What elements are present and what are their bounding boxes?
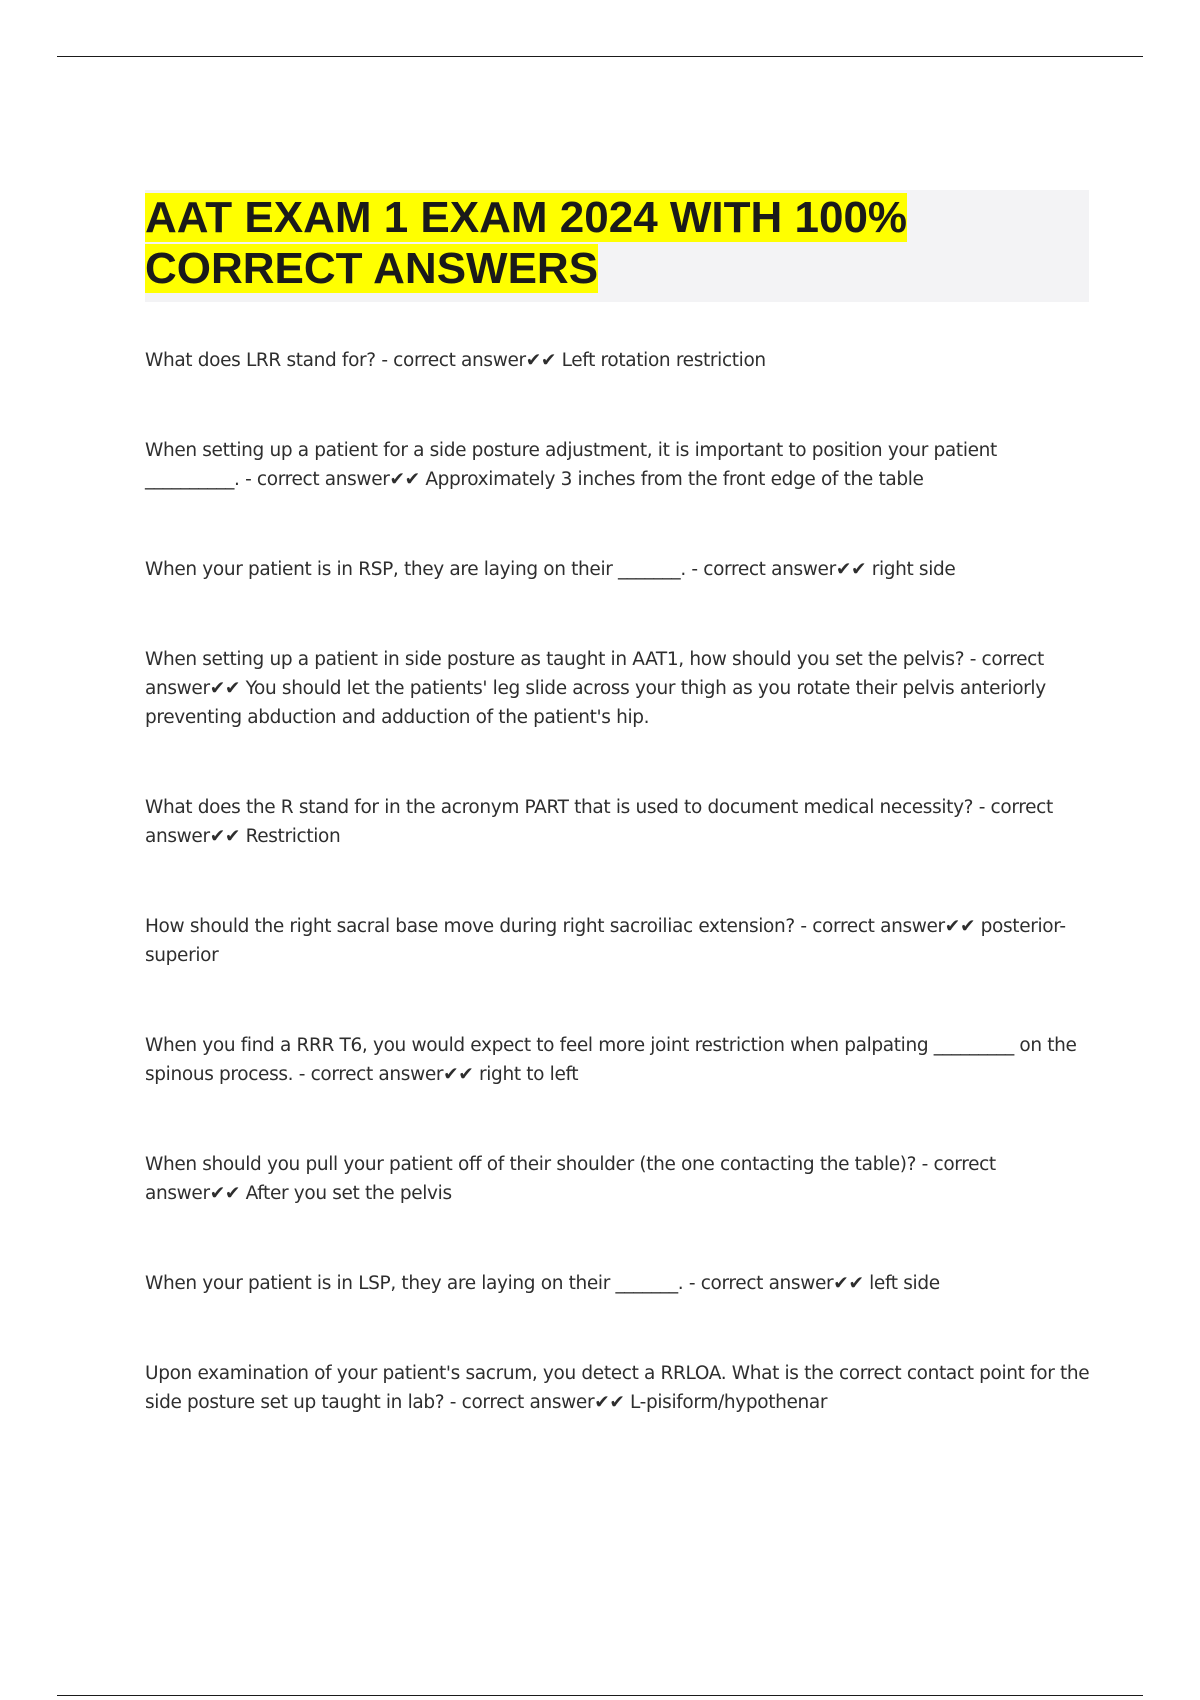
qa-item-7 bbox=[145, 1031, 1090, 1089]
answer-marker: - correct answer✔✔ bbox=[145, 797, 1053, 847]
question: When your patient is in LSP, they are laying on their _______. bbox=[145, 1273, 684, 1294]
qa-item-6 bbox=[145, 912, 1090, 970]
answer-marker: - correct answer✔✔ bbox=[298, 1064, 474, 1085]
document-title bbox=[145, 190, 1089, 294]
question: What does LRR stand for? bbox=[145, 350, 376, 371]
title-highlight: AAT EXAM 1 EXAM 2024 WITH 100% CORRECT ANSWERS bbox=[145, 193, 908, 293]
qa-item-2 bbox=[145, 436, 1090, 494]
answer: posterior-superior bbox=[145, 916, 1066, 966]
answer: right to left bbox=[479, 1064, 579, 1085]
answer: L-pisiform/hypothenar bbox=[630, 1392, 828, 1413]
answer: You should let the patients' leg slide across your thigh as you rotate their pelvis anteriorly preventing abduction and adduction of the patient's hip. bbox=[145, 678, 1046, 728]
qa-item-4 bbox=[145, 645, 1090, 732]
answer: After you set the pelvis bbox=[245, 1183, 452, 1204]
answer-marker: - correct answer✔✔ bbox=[691, 559, 867, 580]
answer-marker: - correct answer✔✔ bbox=[381, 350, 557, 371]
qa-list bbox=[145, 346, 1090, 1478]
question: When your patient is in RSP, they are laying on their _______. bbox=[145, 559, 686, 580]
question: Upon examination of your patient's sacrum, you detect a RRLOA. What is the correct contact point for the side posture set up taught in lab? bbox=[145, 1363, 1090, 1413]
bottom-rule bbox=[57, 1695, 1143, 1696]
question: When you find a RRR T6, you would expect to feel more joint restriction when palpating _________ on the spinous process. bbox=[145, 1035, 1077, 1085]
qa-item-8 bbox=[145, 1150, 1090, 1208]
qa-item-1 bbox=[145, 346, 1090, 375]
answer: Left rotation restriction bbox=[561, 350, 766, 371]
qa-item-9 bbox=[145, 1269, 1090, 1298]
answer-marker: - correct answer✔✔ bbox=[145, 649, 1044, 699]
qa-item-10 bbox=[145, 1359, 1090, 1417]
answer-marker: - correct answer✔✔ bbox=[245, 469, 420, 490]
question: When should you pull your patient off of their shoulder (the one contacting the table)? bbox=[145, 1154, 917, 1175]
answer-marker: - correct answer✔✔ bbox=[145, 1154, 996, 1204]
title-block bbox=[145, 190, 1089, 302]
answer-marker: - correct answer✔✔ bbox=[449, 1392, 625, 1413]
qa-item-3 bbox=[145, 555, 1090, 584]
answer-marker: - correct answer✔✔ bbox=[800, 916, 976, 937]
answer: Restriction bbox=[245, 826, 341, 847]
answer: right side bbox=[871, 559, 956, 580]
answer-marker: - correct answer✔✔ bbox=[688, 1273, 864, 1294]
question: When setting up a patient in side posture as taught in AAT1, how should you set the pelvis? bbox=[145, 649, 965, 670]
question: When setting up a patient for a side posture adjustment, it is important to position your patient __________. bbox=[145, 440, 997, 490]
question: What does the R stand for in the acronym PART that is used to document medical necessity? bbox=[145, 797, 974, 818]
answer: left side bbox=[869, 1273, 940, 1294]
question: How should the right sacral base move during right sacroiliac extension? bbox=[145, 916, 795, 937]
answer: Approximately 3 inches from the front edge of the table bbox=[425, 469, 924, 490]
top-rule bbox=[57, 56, 1143, 57]
qa-item-5 bbox=[145, 793, 1090, 851]
